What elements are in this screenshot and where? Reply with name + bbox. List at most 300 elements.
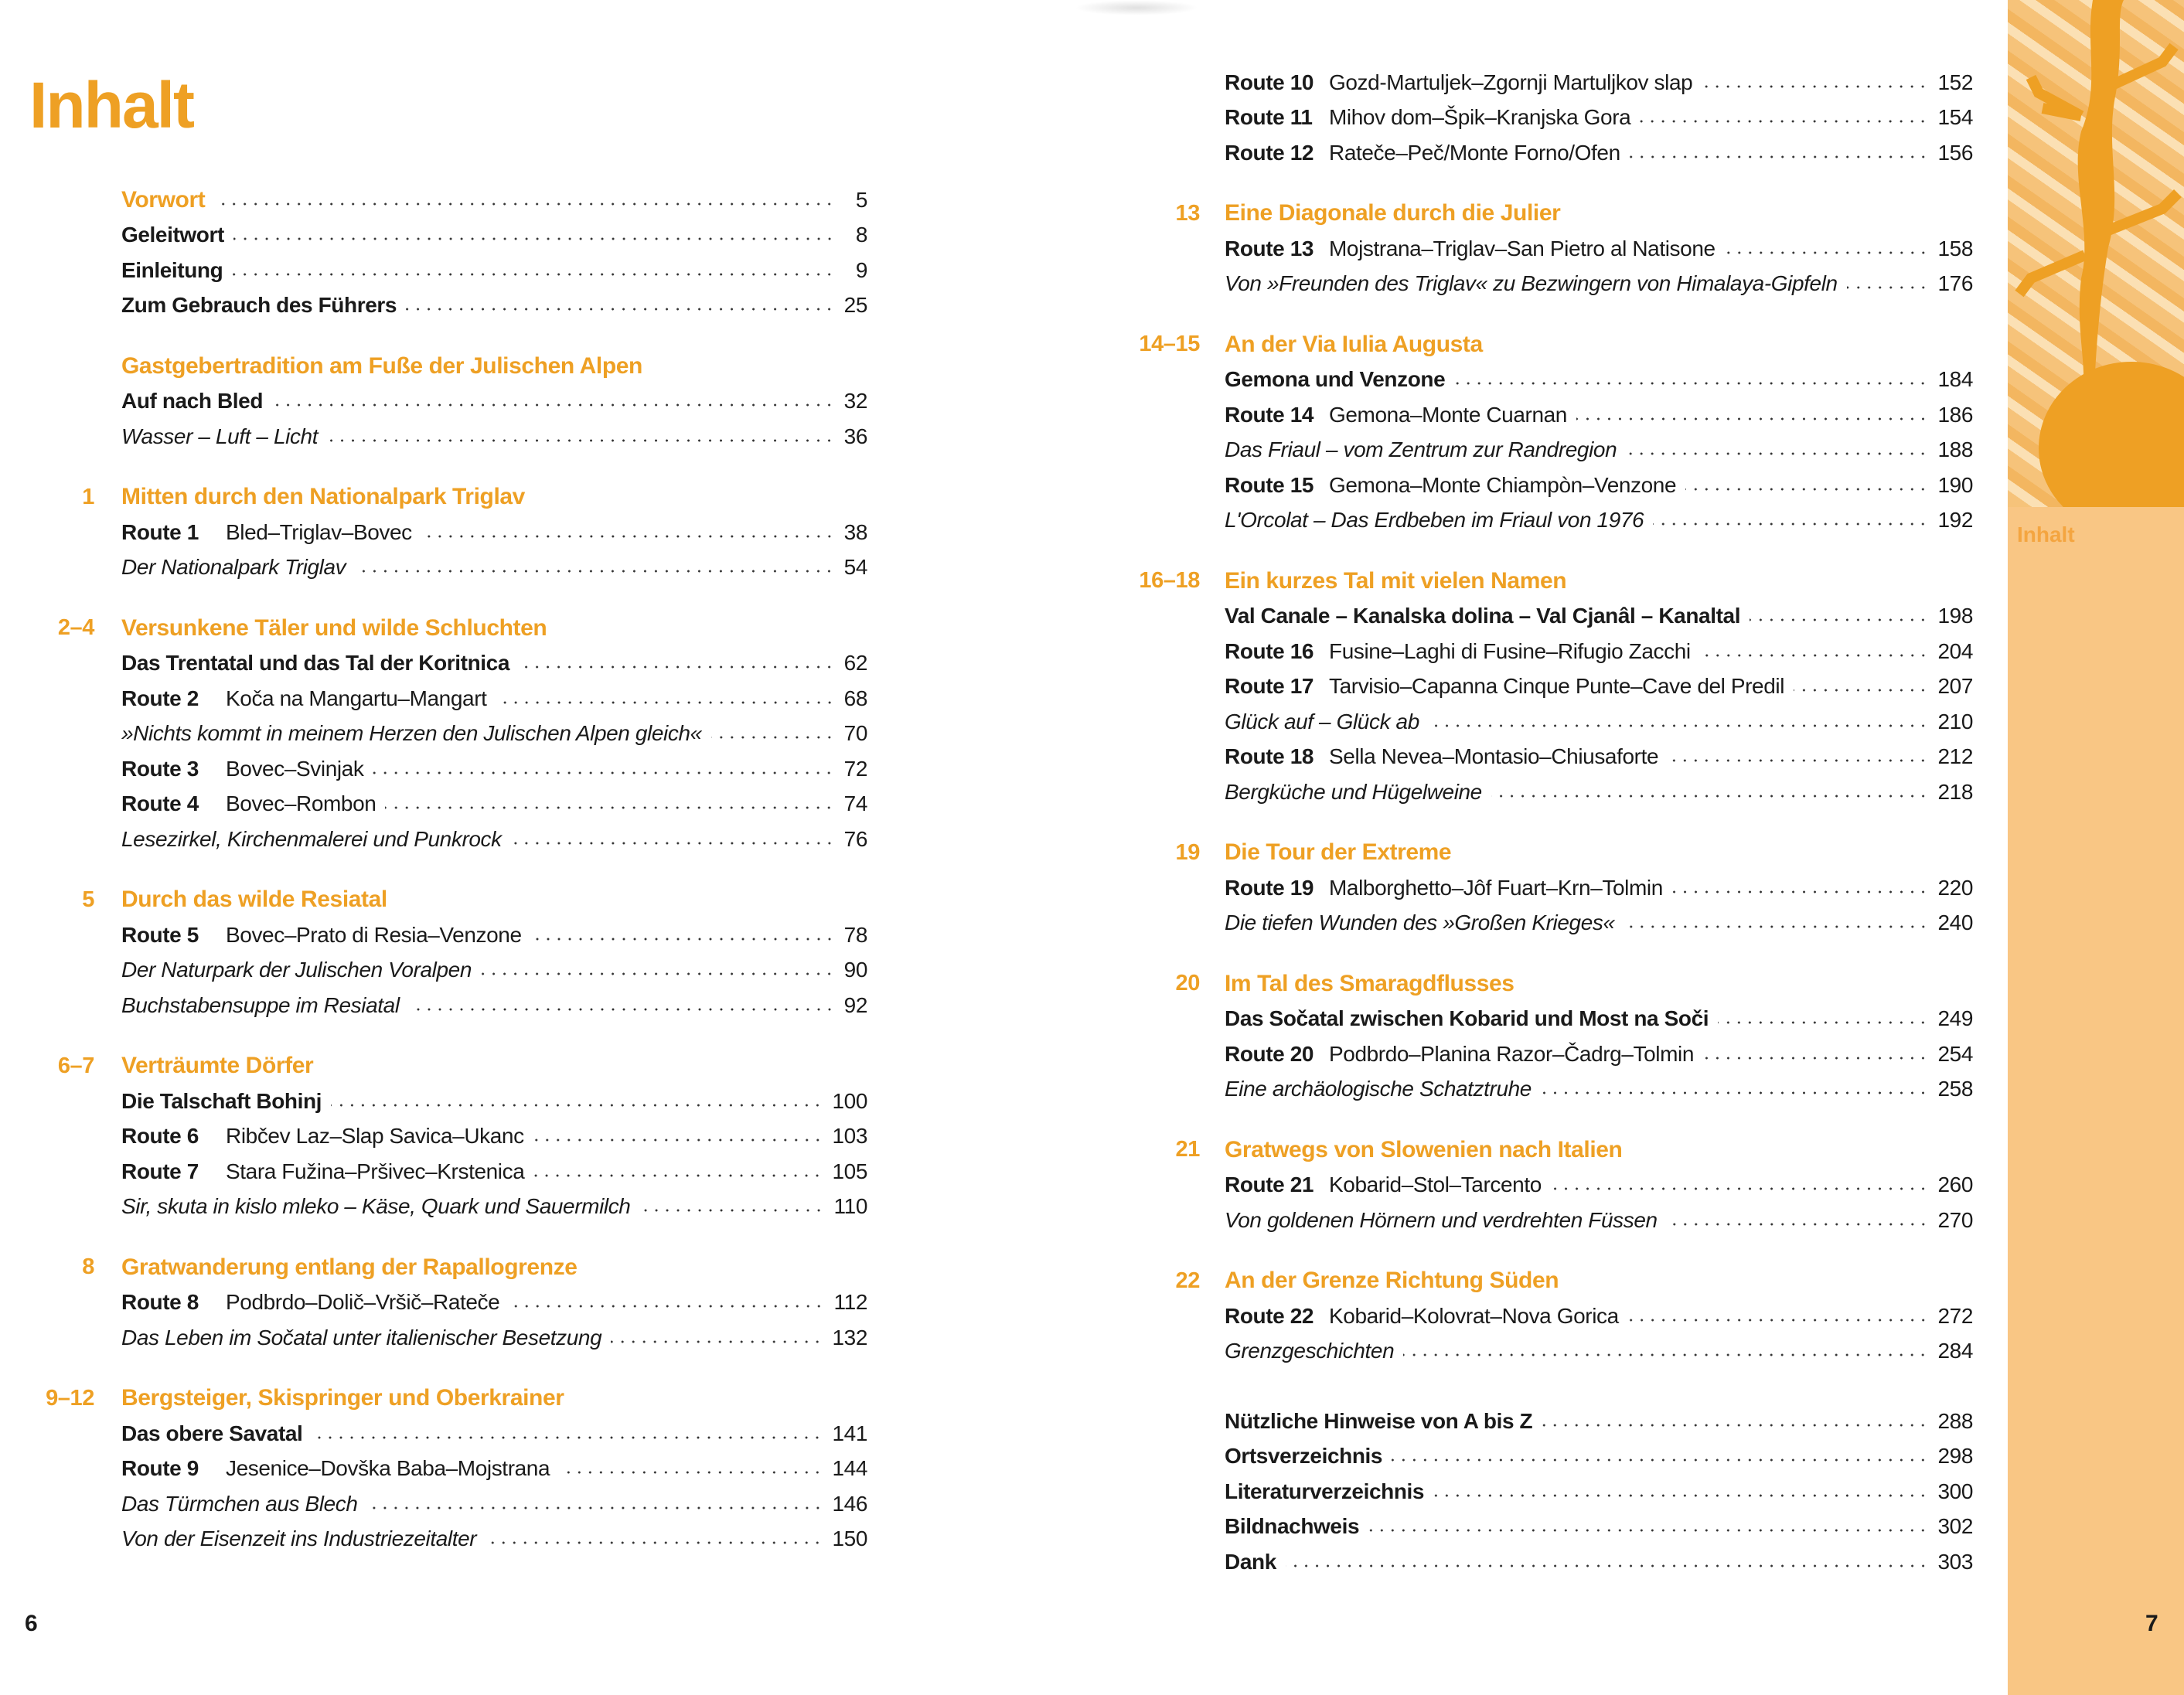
entry-title[interactable]: Das Trentatal und das Tal der Koritnica [121, 651, 510, 676]
dot-leader [1667, 1223, 1929, 1226]
toc-entry[interactable] [1129, 1036, 1973, 1072]
entry-line [1225, 508, 1973, 533]
entry-title[interactable]: Mojstrana–Triglav–San Pietro al Natisone [1329, 236, 1716, 260]
route-label: Route 10 [1225, 70, 1314, 94]
page-ref[interactable]: 146 [832, 1491, 867, 1516]
toc-entry[interactable] [31, 1285, 867, 1321]
heading-text-wrap [1225, 1137, 1973, 1163]
toc-entry[interactable] [31, 182, 867, 218]
toc-entry[interactable] [1129, 870, 1973, 906]
chapter-number: 22 [1175, 1268, 1200, 1293]
entry-title[interactable]: »Nichts kommt in meinem Herzen den Julischen Alpen gleich« [121, 721, 702, 746]
entry-title[interactable]: Sir, skuta in kislo mleko – Käse, Quark und Sauermilch [121, 1194, 631, 1219]
page-ref[interactable]: 32 [843, 389, 867, 414]
route-label: Route 4 [121, 791, 199, 816]
section-title[interactable]: Die Tour der Extreme [1225, 839, 1452, 866]
page-ref[interactable]: 186 [1937, 402, 1973, 427]
page-ref[interactable]: 158 [1937, 236, 1973, 260]
dot-leader [1640, 120, 1928, 123]
page-ref[interactable]: 303 [1937, 1549, 1973, 1574]
entry-line [1225, 105, 1973, 130]
entry-title[interactable]: Das Türmchen aus Blech [121, 1491, 358, 1516]
toc-entry[interactable] [31, 1190, 867, 1225]
toc-entry[interactable] [1129, 1404, 1973, 1439]
dot-leader [232, 273, 835, 276]
entry-title[interactable]: Jesenice–Dovška Baba–Mojstrana [226, 1456, 550, 1481]
entry-line [1225, 604, 1973, 628]
entry-line [121, 993, 867, 1018]
page-ref[interactable]: 144 [832, 1456, 867, 1481]
entry-title[interactable]: Stara Fužina–Pršivec–Krstenica [226, 1159, 525, 1183]
chapter-number: 13 [1175, 200, 1200, 226]
section-title[interactable]: Mitten durch den Nationalpark Triglav [121, 484, 525, 510]
page-ref[interactable]: 207 [1937, 674, 1973, 699]
page-ref[interactable]: 110 [833, 1194, 867, 1219]
entry-title[interactable]: Geleitwort [121, 223, 224, 247]
toc-entry[interactable] [1129, 634, 1973, 669]
page-ref[interactable]: 92 [843, 992, 867, 1017]
entry-line [1225, 403, 1973, 427]
toc-entry[interactable] [1129, 100, 1973, 136]
entry-line [1225, 70, 1973, 95]
dot-leader [355, 570, 834, 573]
toc-entry[interactable] [31, 681, 867, 716]
dot-leader [367, 1506, 823, 1510]
entry-line [1225, 1173, 1973, 1197]
entry-title[interactable]: Eine archäologische Schatztruhe [1225, 1077, 1532, 1101]
toc-section [31, 611, 867, 857]
section-heading[interactable] [31, 611, 867, 646]
toc-entry[interactable] [31, 953, 867, 989]
dot-leader [509, 1305, 824, 1308]
entry-title[interactable]: Der Nationalpark Triglav [121, 555, 346, 580]
page-ref[interactable]: 70 [843, 721, 867, 746]
route-label: Route 21 [1225, 1173, 1314, 1197]
entry-title[interactable]: Podbrdo–Planina Razor–Čadrg–Tolmin [1329, 1041, 1695, 1066]
entry-line [1225, 473, 1973, 498]
page-ref[interactable]: 112 [833, 1290, 867, 1315]
dot-leader [327, 439, 835, 442]
route-label: Route 15 [1225, 472, 1314, 497]
dot-leader [1630, 155, 1929, 158]
entry-line [121, 1159, 867, 1184]
page-ref[interactable]: 156 [1937, 140, 1973, 165]
toc-section [1129, 196, 1973, 302]
entry-line [121, 293, 867, 318]
toc-entry[interactable] [31, 751, 867, 787]
section-title[interactable]: Verträumte Dörfer [121, 1053, 314, 1079]
section-heading[interactable] [31, 349, 867, 384]
dot-leader [533, 1139, 823, 1142]
entry-title[interactable]: Von der Eisenzeit ins Industriezeitalter [121, 1527, 477, 1551]
entry-line [121, 520, 867, 545]
page-ref[interactable]: 204 [1937, 638, 1973, 663]
side-tab-label: Inhalt [2017, 522, 2075, 546]
page-ref[interactable]: 184 [1937, 367, 1973, 392]
entry-line [121, 827, 867, 852]
toc-entry[interactable] [1129, 362, 1973, 398]
entry-title[interactable]: Das Friaul – vom Zentrum zur Randregion [1225, 437, 1617, 462]
page-ref[interactable]: 220 [1937, 875, 1973, 900]
entry-title[interactable]: Bovec–Prato di Resia–Venzone [226, 922, 522, 947]
page-ref[interactable]: 9 [855, 257, 867, 282]
page-ref[interactable]: 72 [843, 756, 867, 781]
entry-title[interactable]: Ortsverzeichnis [1225, 1444, 1383, 1469]
page-ref[interactable]: 74 [843, 791, 867, 816]
page-ref[interactable]: 192 [1937, 508, 1973, 533]
toc-section [31, 883, 867, 1023]
entry-line [1225, 910, 1973, 935]
toc-entry[interactable] [31, 1452, 867, 1487]
toc-section [31, 1381, 867, 1557]
dot-leader [1576, 417, 1928, 420]
entry-title[interactable]: Kobarid–Stol–Tarcento [1329, 1173, 1542, 1197]
section-title[interactable]: Gratwegs von Slowenien nach Italien [1225, 1136, 1623, 1162]
section-title[interactable]: Bergsteiger, Skispringer und Oberkrainer [121, 1385, 564, 1411]
toc-section [31, 480, 867, 586]
toc-entry[interactable] [1129, 1544, 1973, 1580]
route-label: Route 6 [121, 1124, 199, 1149]
entry-title[interactable]: Einleitung [121, 257, 223, 282]
toc-entry[interactable] [1129, 740, 1973, 775]
heading-text-wrap [1225, 568, 1973, 594]
entry-title[interactable]: Bovec–Svinjak [226, 756, 364, 781]
page-ref[interactable]: 54 [843, 555, 867, 580]
side-tab-band [2008, 0, 2184, 1695]
toc-entry[interactable] [1129, 1072, 1973, 1108]
entry-title[interactable]: Vorwort [121, 186, 206, 213]
page-ref[interactable]: 270 [1937, 1207, 1973, 1232]
dot-leader [531, 938, 835, 941]
page-ref[interactable]: 103 [832, 1124, 867, 1149]
toc-entry[interactable] [1129, 1203, 1973, 1238]
toc-entry[interactable] [1129, 599, 1973, 635]
dot-leader [1628, 1319, 1929, 1322]
book-gutter-shadow [1075, 0, 1198, 15]
entry-title[interactable]: L'Orcolat – Das Erdbeben im Friaul von 1976 [1225, 508, 1644, 533]
entry-title[interactable]: Glück auf – Glück ab [1225, 709, 1419, 733]
toc-entry[interactable] [1129, 267, 1973, 302]
heading-text-wrap [1225, 200, 1973, 226]
page-ref[interactable]: 176 [1937, 271, 1973, 296]
entry-title[interactable]: Ribčev Laz–Slap Savica–Ukanc [226, 1124, 524, 1149]
route-label: Route 12 [1225, 140, 1314, 165]
toc-entry[interactable] [31, 384, 867, 420]
entry-line [1225, 367, 1973, 392]
route-label: Route 7 [121, 1159, 199, 1183]
page-ref[interactable]: 141 [832, 1421, 867, 1445]
entry-title[interactable]: Rateče–Peč/Monte Forno/Ofen [1329, 140, 1620, 165]
page-ref[interactable]: 62 [843, 651, 867, 676]
entry-title[interactable]: Bovec–Rombon [226, 791, 376, 816]
dot-leader [1403, 1353, 1928, 1356]
section-heading[interactable] [1129, 836, 1973, 871]
dot-leader [1672, 890, 1929, 893]
entry-title[interactable]: Podbrdo–Dolič–Vršič–Rateče [226, 1290, 500, 1315]
page-ref[interactable]: 190 [1937, 472, 1973, 497]
page-ref[interactable]: 218 [1937, 779, 1973, 804]
entry-title[interactable]: Malborghetto–Jôf Fuart–Krn–Tolmin [1329, 875, 1663, 900]
toc-entry[interactable] [31, 1084, 867, 1119]
page-ref[interactable]: 254 [1937, 1041, 1973, 1066]
section-heading[interactable] [1129, 1132, 1973, 1168]
page-ref[interactable]: 36 [843, 424, 867, 448]
dot-leader [486, 1541, 823, 1544]
dot-leader [1702, 85, 1928, 88]
entry-title[interactable]: Lesezirkel, Kirchenmalerei und Punkrock [121, 826, 502, 851]
section-title[interactable]: Gratwanderung entlang der Rapallogrenze [121, 1254, 578, 1280]
heading-text-wrap [121, 1053, 867, 1079]
entry-title[interactable]: Zum Gebrauch des Führers [121, 293, 397, 318]
entry-line [121, 923, 867, 948]
toc-entry[interactable] [31, 1119, 867, 1155]
page-ref[interactable]: 132 [832, 1325, 867, 1350]
toc-entry[interactable] [31, 646, 867, 682]
toc-entry[interactable] [1129, 65, 1973, 100]
page-ref[interactable]: 76 [843, 826, 867, 851]
page-ref[interactable]: 258 [1937, 1077, 1973, 1101]
page-ref[interactable]: 302 [1937, 1514, 1973, 1539]
page-ref[interactable]: 188 [1937, 437, 1973, 462]
entry-title[interactable]: Kobarid–Kolovrat–Nova Gorica [1329, 1303, 1619, 1328]
dot-leader [1368, 1529, 1928, 1532]
entry-line [1225, 1444, 1973, 1469]
toc-entry[interactable] [1129, 1474, 1973, 1510]
dot-leader [519, 665, 835, 669]
toc-entry[interactable] [31, 716, 867, 752]
section-heading[interactable] [1129, 196, 1973, 232]
toc-entry[interactable] [31, 288, 867, 324]
entry-line [1225, 674, 1973, 699]
entry-title[interactable]: Wasser – Luft – Licht [121, 424, 319, 448]
section-title[interactable]: Eine Diagonale durch die Julier [1225, 200, 1561, 226]
toc-entry[interactable] [1129, 231, 1973, 267]
page-ref[interactable]: 272 [1937, 1303, 1973, 1328]
toc-section [1129, 1132, 1973, 1238]
dot-leader [481, 972, 835, 975]
toc-entry[interactable] [1129, 669, 1973, 705]
route-label: Route 17 [1225, 674, 1314, 699]
entry-title[interactable]: Gemona–Monte Cuarnan [1329, 402, 1567, 427]
entry-title[interactable]: Sella Nevea–Montasio–Chiusaforte [1329, 744, 1659, 769]
page-ref[interactable]: 8 [855, 223, 867, 247]
toc-entry[interactable] [31, 1416, 867, 1452]
entry-line [121, 958, 867, 982]
chapter-number: 9–12 [46, 1385, 94, 1411]
page-ref[interactable]: 249 [1937, 1006, 1973, 1031]
entry-title[interactable]: Das obere Savatal [121, 1421, 303, 1445]
dot-leader [421, 535, 835, 538]
entry-line [121, 424, 867, 449]
toc-entry[interactable] [31, 1320, 867, 1356]
entry-line [121, 1456, 867, 1481]
toc-section [31, 349, 867, 454]
page-ref[interactable]: 68 [843, 686, 867, 710]
route-label: Route 14 [1225, 402, 1314, 427]
page-ref[interactable]: 152 [1937, 70, 1973, 94]
entry-title[interactable]: Tarvisio–Capanna Cinque Punte–Cave del Predil [1329, 674, 1785, 699]
section-heading[interactable] [31, 1250, 867, 1285]
route-label: Route 2 [121, 686, 199, 710]
entry-title[interactable]: Gemona–Monte Chiampòn–Venzone [1329, 472, 1677, 497]
toc-entry[interactable] [31, 218, 867, 254]
dot-leader [533, 1174, 823, 1177]
section-heading[interactable] [31, 1381, 867, 1417]
section-title[interactable]: An der Via Iulia Augusta [1225, 331, 1483, 357]
entry-line [121, 791, 867, 816]
entry-title[interactable]: Bergküche und Hügelweine [1225, 779, 1482, 804]
heading-text-wrap [121, 887, 867, 913]
chapter-number: 14–15 [1139, 332, 1200, 357]
section-heading[interactable] [1129, 966, 1973, 1002]
section-heading[interactable] [31, 480, 867, 516]
toc-entry[interactable] [31, 515, 867, 550]
page-ref[interactable]: 38 [843, 519, 867, 544]
section-heading[interactable] [1129, 563, 1973, 599]
entry-title[interactable]: Fusine–Laghi di Fusine–Rifugio Zacchi [1329, 638, 1691, 663]
section-title[interactable]: Durch das wilde Resiatal [121, 887, 387, 913]
heading-text-wrap [121, 1254, 867, 1281]
section-title[interactable]: Ein kurzes Tal mit vielen Namen [1225, 567, 1567, 594]
entry-line [1225, 1077, 1973, 1101]
section-heading[interactable] [1129, 327, 1973, 362]
entry-title[interactable]: Das Leben im Sočatal unter italienischer Besetzung [121, 1325, 602, 1350]
page-ref[interactable]: 150 [832, 1527, 867, 1551]
toc-entry[interactable] [1129, 1002, 1973, 1037]
toc-section [1129, 1404, 1973, 1580]
page-ref[interactable]: 240 [1937, 910, 1973, 935]
entry-line [1225, 1409, 1973, 1434]
dot-leader [1433, 1494, 1928, 1497]
page-ref[interactable]: 78 [843, 922, 867, 947]
dot-leader [373, 771, 834, 774]
entry-line [1225, 744, 1973, 769]
entry-title[interactable]: Die Talschaft Bohinj [121, 1088, 322, 1113]
section-title[interactable]: Versunkene Täler und wilde Schluchten [121, 614, 547, 641]
page-ref[interactable]: 90 [843, 958, 867, 982]
toc-entry[interactable] [31, 1522, 867, 1557]
toc-section [31, 1049, 867, 1225]
entry-title[interactable]: Der Naturpark der Julischen Voralpen [121, 958, 472, 982]
entry-line [1225, 639, 1973, 664]
entry-title[interactable]: Von goldenen Hörnern und verdrehten Füssen [1225, 1207, 1658, 1232]
entry-line [1225, 876, 1973, 900]
page-ref[interactable]: 25 [843, 293, 867, 318]
section-title[interactable]: Im Tal des Smaragdflusses [1225, 970, 1514, 996]
toc-entry[interactable] [1129, 503, 1973, 539]
section-heading[interactable] [31, 1049, 867, 1084]
entry-title[interactable]: Mihov dom–Špik–Kranjska Gora [1329, 105, 1631, 130]
toc-entry[interactable] [31, 787, 867, 822]
entry-title[interactable]: Literaturverzeichnis [1225, 1479, 1425, 1503]
dot-leader [1700, 654, 1929, 657]
entry-title[interactable]: Buchstabensuppe im Resiatal [121, 992, 400, 1017]
page-ref[interactable]: 300 [1937, 1479, 1973, 1503]
toc-entry[interactable] [1129, 906, 1973, 941]
entry-line [1225, 1042, 1973, 1067]
entry-title[interactable]: Gemona und Venzone [1225, 367, 1446, 392]
page-number-right: 7 [2145, 1611, 2158, 1636]
toc-entry[interactable] [1129, 135, 1973, 171]
toc-entry[interactable] [1129, 704, 1973, 740]
route-label: Route 16 [1225, 638, 1314, 663]
toc-entry[interactable] [31, 419, 867, 454]
toc-entry[interactable] [31, 917, 867, 953]
entry-title[interactable]: Die tiefen Wunden des »Großen Krieges« [1225, 910, 1615, 935]
page-ref[interactable]: 284 [1937, 1339, 1973, 1363]
toc-entry[interactable] [1129, 1168, 1973, 1203]
entry-title[interactable]: Nützliche Hinweise von A bis Z [1225, 1408, 1533, 1433]
entry-title[interactable]: Auf nach Bled [121, 389, 264, 414]
entry-line [121, 757, 867, 781]
route-label: Route 18 [1225, 744, 1314, 769]
entry-line [1225, 271, 1973, 296]
entry-title[interactable]: Dank [1225, 1549, 1276, 1574]
entry-title[interactable]: Val Canale – Kanalska dolina – Val Cjanâl – Kanaltal [1225, 604, 1741, 628]
toc-section [31, 1250, 867, 1356]
entry-title[interactable]: Koča na Mangartu–Mangart [226, 686, 487, 710]
toc-entry[interactable] [1129, 468, 1973, 503]
route-label: Route 9 [121, 1456, 199, 1481]
toc-entry[interactable] [1129, 1334, 1973, 1370]
entry-title[interactable]: Gozd-Martuljek–Zgornji Martuljkov slap [1329, 70, 1693, 94]
toc-entry[interactable] [1129, 433, 1973, 468]
section-heading[interactable] [1129, 1264, 1973, 1299]
toc-entry[interactable] [31, 253, 867, 288]
toc-entry[interactable] [31, 1486, 867, 1522]
page-ref[interactable]: 212 [1937, 744, 1973, 769]
page-ref[interactable]: 210 [1937, 709, 1973, 733]
section-title[interactable]: An der Grenze Richtung Süden [1225, 1268, 1559, 1294]
section-title[interactable]: Gastgebertradition am Fuße der Julischen Alpen [121, 352, 642, 379]
toc-entry[interactable] [1129, 1510, 1973, 1545]
page-ref[interactable]: 288 [1937, 1408, 1973, 1433]
entry-line [1225, 1339, 1973, 1363]
page-ref[interactable]: 198 [1937, 604, 1973, 628]
entry-line [121, 555, 867, 580]
entry-title[interactable]: Das Sočatal zwischen Kobarid und Most na Soči [1225, 1006, 1709, 1031]
entry-title[interactable]: Bled–Triglav–Bovec [226, 519, 412, 544]
page-ref[interactable]: 260 [1937, 1173, 1973, 1197]
entry-title[interactable]: Bildnachweis [1225, 1514, 1360, 1539]
toc-entry[interactable] [1129, 774, 1973, 810]
chapter-number: 16–18 [1139, 568, 1200, 594]
dot-leader [1551, 1187, 1929, 1190]
page-ref[interactable]: 100 [832, 1088, 867, 1113]
toc-entry[interactable] [1129, 1298, 1973, 1334]
toc-entry[interactable] [31, 550, 867, 586]
toc-entry[interactable] [31, 1154, 867, 1190]
page-ref[interactable]: 105 [832, 1159, 867, 1183]
entry-title[interactable]: Von »Freunden des Triglav« zu Bezwingern von Himalaya-Gipfeln [1225, 271, 1838, 296]
toc-entry[interactable] [1129, 397, 1973, 433]
heading-text-wrap [1225, 839, 1973, 866]
toc-entry[interactable] [31, 988, 867, 1023]
toc-entry[interactable] [31, 822, 867, 857]
entry-line [121, 187, 867, 213]
toc-entry[interactable] [1129, 1439, 1973, 1475]
page-ref[interactable]: 154 [1937, 105, 1973, 130]
chapter-number: 2–4 [57, 615, 94, 641]
dot-leader [385, 806, 834, 809]
entry-title[interactable]: Grenzgeschichten [1225, 1339, 1395, 1363]
section-heading[interactable] [31, 883, 867, 918]
dot-leader [1429, 724, 1929, 727]
heading-text-wrap [121, 1385, 867, 1411]
entry-line [121, 1492, 867, 1516]
page-ref[interactable]: 5 [855, 187, 867, 212]
page-ref[interactable]: 298 [1937, 1444, 1973, 1469]
